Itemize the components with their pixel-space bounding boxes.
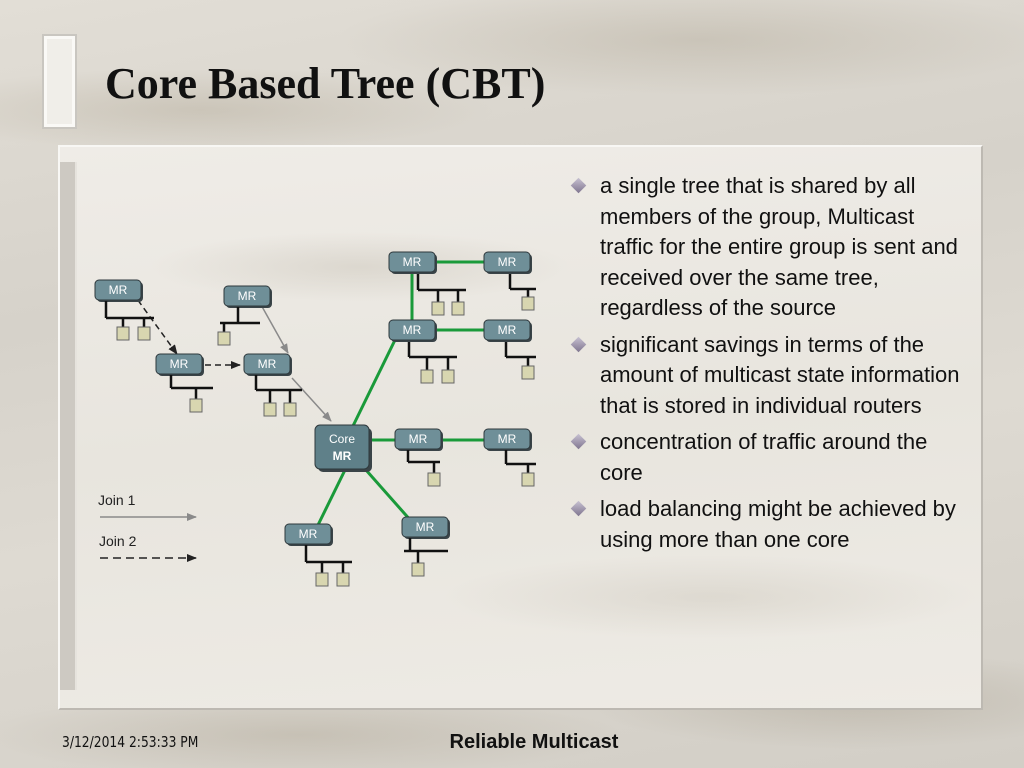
core-label: Core <box>328 432 356 446</box>
bullet-text: load balancing might be achieved by using more than one core <box>600 496 956 552</box>
bullet-text: concentration of traffic around the core <box>600 429 928 485</box>
router-right-3-2 <box>484 429 536 486</box>
bullet-item <box>566 330 961 422</box>
host-icon <box>190 399 202 412</box>
legend-join2-label: Join 2 <box>99 533 137 549</box>
router-label: MR <box>415 520 435 534</box>
host-icon <box>421 370 433 383</box>
bullet-item <box>566 171 961 324</box>
host-icon <box>218 332 230 345</box>
router-label: MR <box>169 357 189 371</box>
join1-arrow <box>292 378 331 421</box>
router-label: MR <box>298 527 318 541</box>
router-label: MR <box>408 432 428 446</box>
legend-join1-label: Join 1 <box>98 492 136 508</box>
router-label: MR <box>497 323 517 337</box>
footer-title: Reliable Multicast <box>449 731 619 753</box>
host-icon <box>412 563 424 576</box>
host-icon <box>138 327 150 340</box>
footer-date: 3/12/2014 2:53:33 PM <box>62 733 199 751</box>
bullet-text: significant savings in terms of the amount of multicast state information that is stored in individual routers <box>600 331 960 418</box>
tree-link <box>352 340 395 428</box>
join1-arrow <box>260 303 288 353</box>
diamond-bullet-icon <box>571 501 587 517</box>
host-icon <box>316 573 328 586</box>
core-label: MR <box>332 449 352 463</box>
tree-links <box>318 262 510 525</box>
router-bottom-1 <box>285 524 352 586</box>
bullet-item <box>566 427 961 488</box>
bullet-text: a single tree that is shared by all members of the group, Multicast traffic for the entire group is sent and received over the same tree, regardless of the source <box>600 173 958 320</box>
router-label: MR <box>402 323 422 337</box>
host-icon <box>337 573 349 586</box>
host-icon <box>522 366 534 379</box>
router-right-2-2 <box>484 320 536 379</box>
host-icon <box>452 302 464 315</box>
tree-link <box>318 470 345 525</box>
slide-title: Core Based Tree (CBT) <box>105 59 546 108</box>
diamond-bullet-icon <box>571 336 587 352</box>
router-right-top-2 <box>484 252 536 310</box>
tree-link <box>366 470 412 522</box>
host-icon <box>522 297 534 310</box>
host-icon <box>432 302 444 315</box>
diamond-bullet-icon <box>571 434 587 450</box>
router-bottom-2 <box>402 517 450 576</box>
host-icon <box>428 473 440 486</box>
diamond-bullet-icon <box>571 178 587 194</box>
router-label: MR <box>237 289 257 303</box>
router-mid-left-2 <box>244 354 302 416</box>
core-router <box>315 425 372 472</box>
host-icon <box>442 370 454 383</box>
host-icon <box>522 473 534 486</box>
host-icon <box>117 327 129 340</box>
host-icon <box>264 403 276 416</box>
bullet-list <box>566 171 961 561</box>
router-mid-left-1 <box>156 354 213 412</box>
router-right-3-1 <box>395 429 443 486</box>
router-label: MR <box>108 283 128 297</box>
router-label: MR <box>497 432 517 446</box>
host-icon <box>284 403 296 416</box>
bullet-item <box>566 494 961 555</box>
router-label: MR <box>257 357 277 371</box>
router-top-left-2 <box>218 286 272 345</box>
router-label: MR <box>497 255 517 269</box>
router-label: MR <box>402 255 422 269</box>
